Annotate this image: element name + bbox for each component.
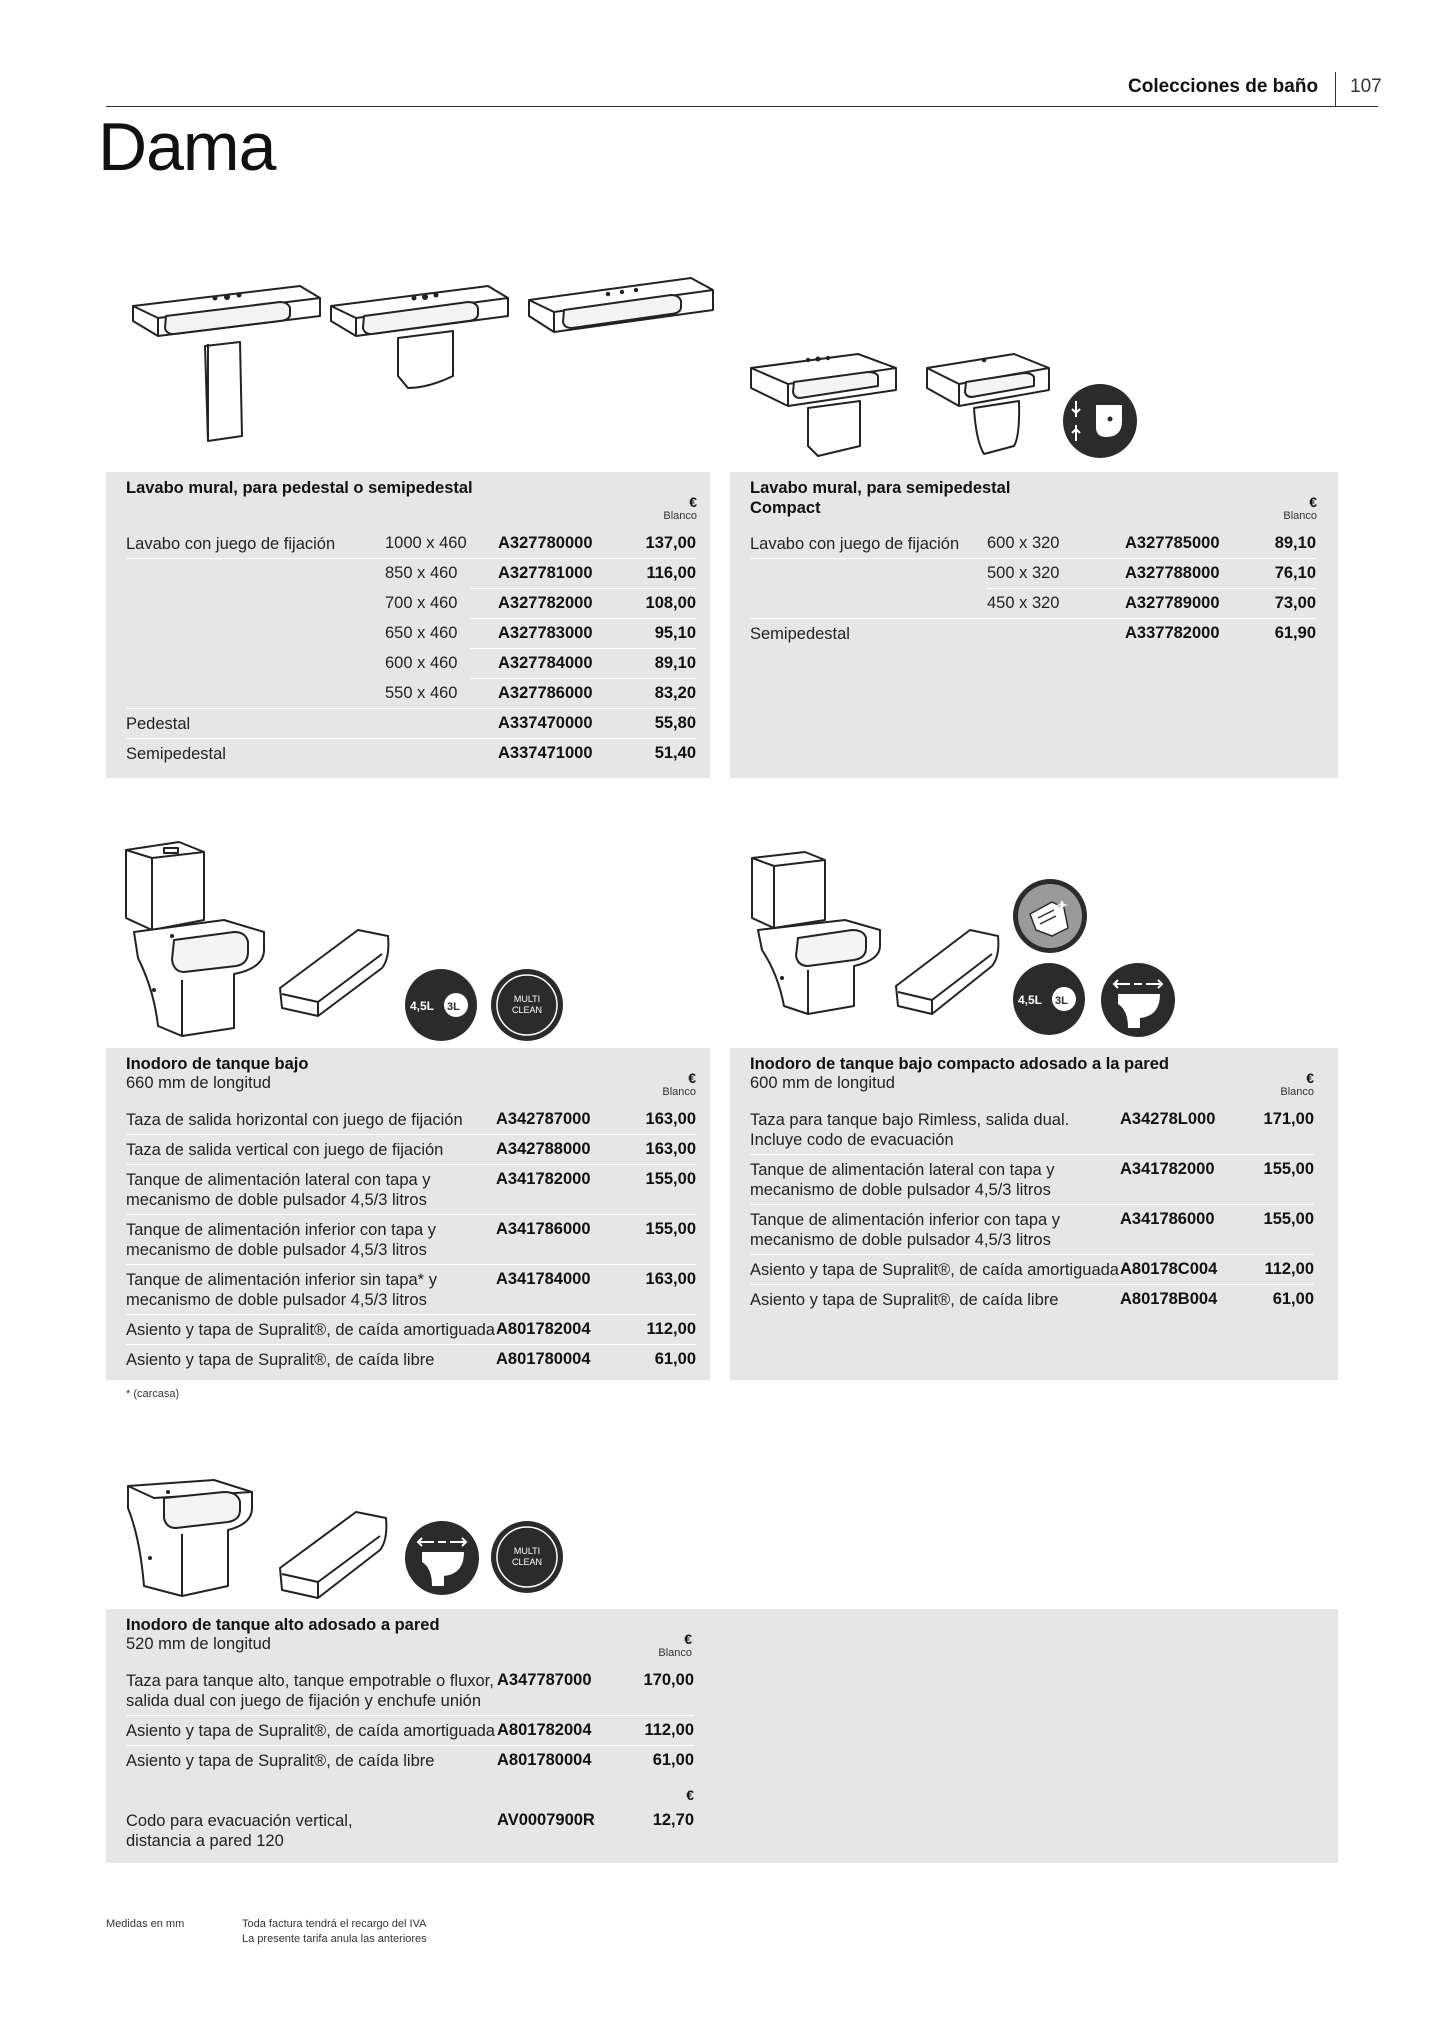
table-row: Taza de salida vertical con juego de fijación A342788000 163,00 [126,1135,696,1165]
finish-label: Blanco [1280,1086,1314,1098]
table-row: Tanque de alimentación inferior con tapa y mecanismo de doble pulsador 4,5/3 litros A341786000 155,00 [750,1205,1314,1255]
table-row: Asiento y tapa de Supralit®, de caída libre A80178B004 61,00 [750,1290,1314,1309]
table-row: Lavabo con juego de fijación 600 x 320 A327785000 89,10 [750,529,1316,559]
flush-volume-icon [1012,962,1086,1036]
back-to-wall-toilet-illustration [124,1478,260,1600]
table-row: Asiento y tapa de Supralit®, de caída libre A801780004 61,00 [126,1350,696,1369]
compact-washbasin-1-illustration [748,346,898,462]
footer-tariff-note: La presente tarifa anula las anteriores [242,1933,427,1945]
basin-price-panel [106,472,710,778]
panel-subtitle: 520 mm de longitud [126,1635,271,1653]
table-row: Tanque de alimentación lateral con tapa y mecanismo de doble pulsador 4,5/3 litros A341782000 155,00 [750,1155,1314,1205]
multiclean-icon [490,1520,564,1594]
svg-text:4,5L: 4,5L [410,999,435,1013]
table-row: Lavabo con juego de fijación 1000 x 460 A327780000 137,00 [126,529,696,559]
toilet-seat-illustration [278,928,398,1023]
svg-text:CLEAN: CLEAN [511,1005,543,1015]
currency-symbol: € [688,1070,696,1086]
panel-title: Inodoro de tanque alto adosado a pared [126,1616,440,1634]
panel-subtitle: 660 mm de longitud [126,1074,271,1092]
page-title: Dama [98,109,276,185]
currency-symbol: € [1309,494,1317,510]
panel-title: Inodoro de tanque bajo [126,1055,309,1073]
washbasin-semipedestal-illustration [328,276,528,396]
panel-title: Lavabo mural, para pedestal o semipedestal [126,479,473,497]
svg-text:3L: 3L [447,1001,460,1013]
finish-label: Blanco [1283,510,1317,522]
table-row: 650 x 460 A327783000 95,10 [470,619,696,649]
compact-washbasin-2-illustration [924,346,1054,462]
footnote: * (carcasa) [126,1388,180,1400]
table-row: 700 x 460 A327782000 108,00 [470,589,696,619]
washbasin-wall-illustration [526,270,726,350]
table-row: Asiento y tapa de Supralit®, de caída amortiguada A80178C004 112,00 [750,1255,1314,1285]
toilet-seat-illustration [894,928,1006,1020]
footer-units: Medidas en mm [106,1918,185,1930]
table-row: Taza para tanque alto, tanque empotrable o fluxor, salida dual con juego de fijación y enchufe unión A347787000 170,00 [126,1666,694,1716]
table-row: Codo para evacuación vertical, distancia a pared 120 AV0007900R 12,70 [126,1811,694,1850]
compact-toilet-illustration [750,850,890,1018]
compact-basin-price-panel [730,472,1338,778]
table-row: Tanque de alimentación lateral con tapa y mecanismo de doble pulsador 4,5/3 litros A341782000 155,00 [126,1165,696,1215]
section-title: Colecciones de baño [1128,76,1319,97]
basin-fixing-icon [1062,383,1138,459]
currency-symbol: € [1306,1070,1314,1086]
svg-text:4,5L: 4,5L [1018,993,1043,1007]
panel-title: Lavabo mural, para semipedestal [750,479,1011,497]
table-row: Tanque de alimentación inferior sin tapa* y mecanismo de doble pulsador 4,5/3 litros A341784000 163,00 [126,1265,696,1315]
panel-title: Inodoro de tanque bajo compacto adosado a la pared [750,1055,1169,1073]
table-row: 850 x 460 A327781000 116,00 [470,559,696,589]
svg-text:MULTI: MULTI [513,994,541,1004]
finish-label: Blanco [662,1086,696,1098]
currency-symbol: € [686,1787,694,1803]
currency-symbol: € [684,1631,692,1647]
table-row: 550 x 460 A327786000 83,20 [126,679,696,709]
header-rule [106,106,1378,107]
flush-volume-icon [404,968,478,1042]
table-row: 450 x 320 A327789000 73,00 [750,589,1316,619]
cleaning-hand-icon [1012,878,1088,954]
table-row: Asiento y tapa de Supralit®, de caída amortiguada A801782004 112,00 [126,1315,696,1345]
close-coupled-toilet-price-panel [106,1048,710,1380]
svg-text:CLEAN: CLEAN [511,1557,543,1567]
table-row: Semipedestal A337782000 61,90 [750,624,1316,643]
wall-hung-toilet-icon [404,1520,480,1596]
table-row: 500 x 320 A327788000 76,10 [987,559,1316,589]
wall-hung-toilet-icon [1100,962,1176,1038]
table-row: Pedestal A337470000 55,80 [126,709,696,739]
table-row: Taza para tanque bajo Rimless, salida dual. Incluye codo de evacuación A34278L000 171,00 [750,1105,1314,1155]
compact-toilet-price-panel [730,1048,1338,1380]
multiclean-icon [490,968,564,1042]
table-row: Taza de salida horizontal con juego de fijación A342787000 163,00 [126,1105,696,1135]
close-coupled-toilet-illustration [124,840,274,1040]
page-number: 107 [1350,76,1382,97]
toilet-seat-illustration [278,1510,392,1604]
back-to-wall-toilet-price-panel [106,1609,1338,1863]
svg-text:3L: 3L [1055,995,1068,1007]
panel-title-line2: Compact [750,499,821,517]
table-row: 600 x 460 A327784000 89,10 [470,649,696,679]
finish-label: Blanco [658,1647,692,1659]
table-row: Asiento y tapa de Supralit®, de caída amortiguada A801782004 112,00 [126,1716,694,1746]
table-row: Tanque de alimentación inferior con tapa y mecanismo de doble pulsador 4,5/3 litros A341786000 155,00 [126,1215,696,1265]
panel-subtitle: 600 mm de longitud [750,1074,895,1092]
table-row: Semipedestal A337471000 51,40 [126,744,696,763]
table-row: Asiento y tapa de Supralit®, de caída libre A801780004 61,00 [126,1751,694,1770]
washbasin-pedestal-illustration [130,276,330,446]
header-divider [1335,72,1336,106]
footer-vat-note: Toda factura tendrá el recargo del IVA [242,1918,427,1930]
svg-text:MULTI: MULTI [513,1546,541,1556]
currency-symbol: € [689,494,697,510]
finish-label: Blanco [663,510,697,522]
